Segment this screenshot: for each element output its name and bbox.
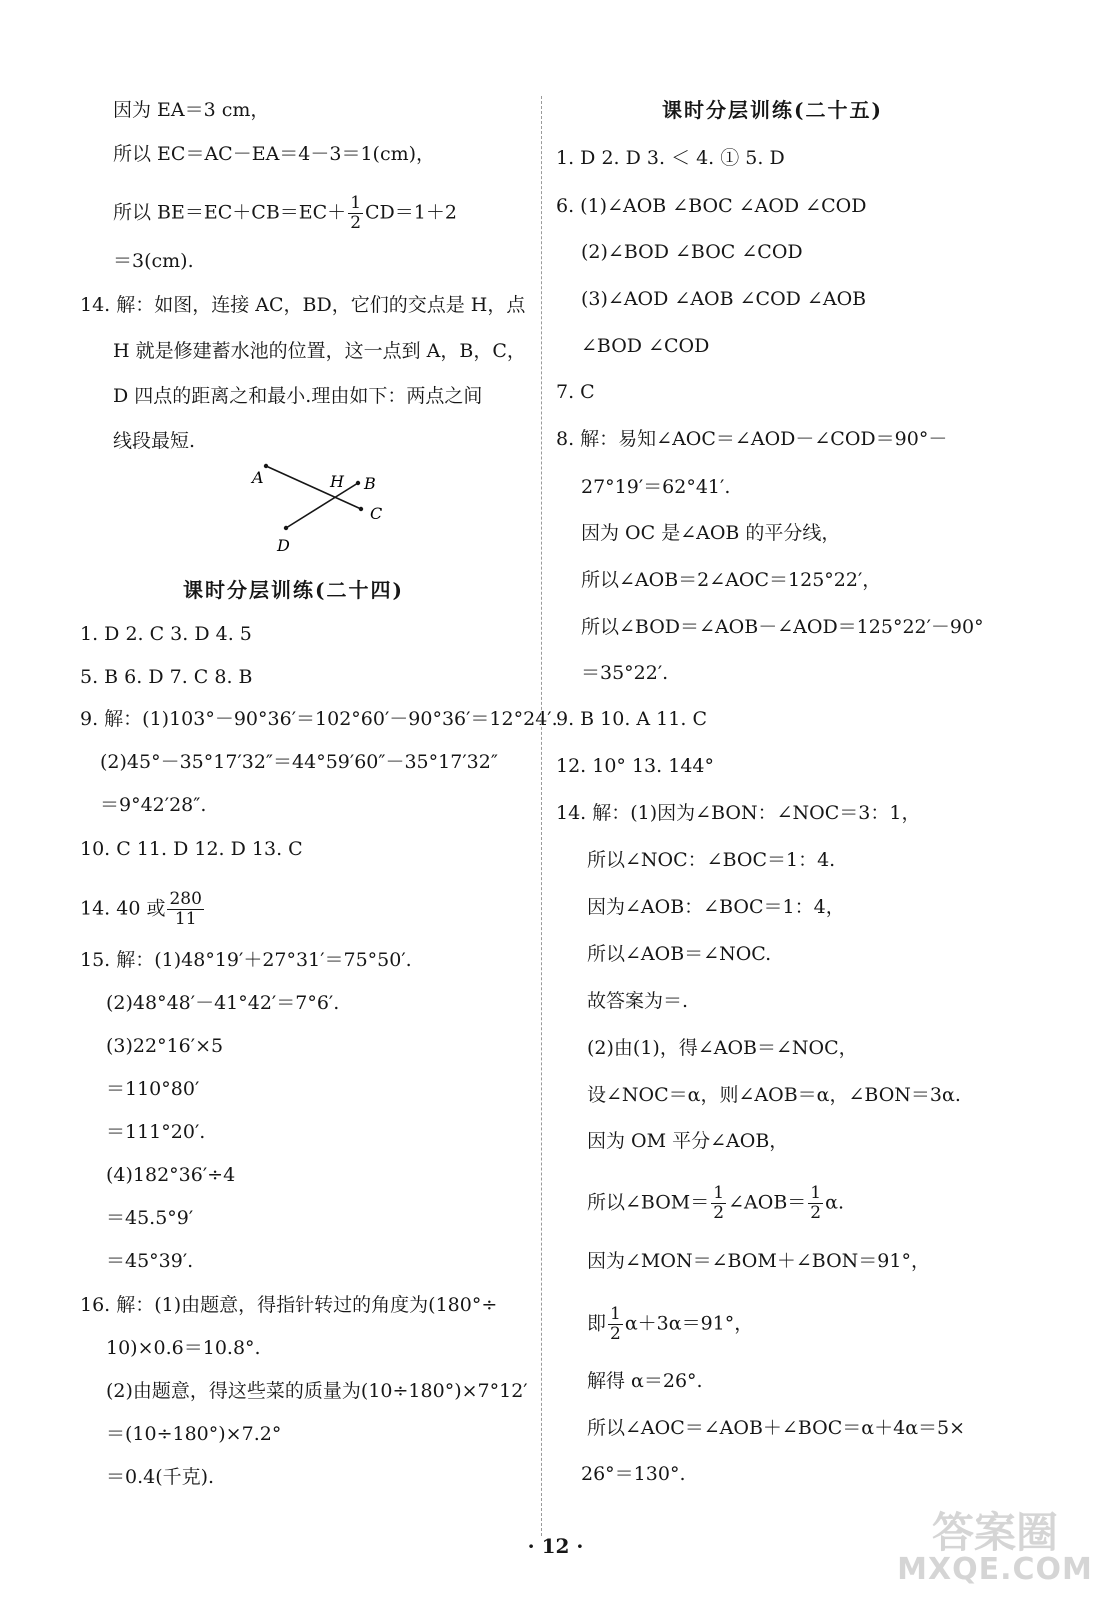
- fraction-denominator: 2: [610, 1324, 621, 1344]
- fraction: [808, 1184, 823, 1223]
- text-line: 所以∠NOC：∠BOC＝1：4.: [587, 849, 836, 871]
- text-line: [113, 194, 457, 233]
- section-title: 课时分层训练(二十五): [662, 98, 883, 122]
- text-line: ＝0.4(千克).: [106, 1466, 215, 1488]
- text-line: [587, 1305, 753, 1344]
- text-segment: ∠AOB＝: [728, 1191, 807, 1214]
- text-line: 14. 解：如图，连接 AC，BD，它们的交点是 H，点: [80, 294, 526, 316]
- text-line: [80, 890, 206, 929]
- text-line: 设∠NOC＝α，则∠AOB＝α，∠BON＝3α.: [587, 1084, 961, 1106]
- segment-bd: [286, 483, 358, 528]
- label-c: C: [370, 504, 383, 523]
- text-line: 因为∠MON＝∠BOM＋∠BON＝91°，: [587, 1250, 930, 1272]
- text-segment: α.: [825, 1191, 844, 1214]
- text-line: ∠BOD ∠COD: [581, 335, 710, 357]
- text-line: 8. 解：易知∠AOC＝∠AOD－∠COD＝90°－: [556, 428, 948, 450]
- text-line: (2)∠BOD ∠BOC ∠COD: [581, 241, 803, 263]
- point-a: [264, 464, 268, 468]
- text-line: 因为 EA＝3 cm，: [113, 99, 270, 121]
- text-segment: 即: [587, 1312, 607, 1335]
- text-line: ＝45°39′.: [106, 1250, 194, 1272]
- section-title: 课时分层训练(二十四): [183, 578, 404, 602]
- text-segment: 14. 40 或: [80, 897, 166, 920]
- label-d: D: [277, 536, 290, 555]
- text-line: 26°＝130°.: [581, 1463, 686, 1485]
- fraction-numerator: 1: [810, 1183, 822, 1203]
- fraction: [711, 1184, 726, 1223]
- text-line: ＝35°22′.: [581, 662, 669, 684]
- text-line: 15. 解：(1)48°19′＋27°31′＝75°50′.: [80, 949, 412, 971]
- text-line: ＝111°20′.: [106, 1121, 206, 1143]
- text-segment: α＋3α＝91°，: [624, 1312, 754, 1335]
- text-line: ＝9°42′28″.: [100, 794, 207, 816]
- text-line: 10)×0.6＝10.8°.: [106, 1337, 261, 1359]
- text-line: 5. B 6. D 7. C 8. B: [80, 666, 253, 688]
- text-line: 故答案为＝.: [587, 990, 689, 1012]
- text-line: 因为 OC 是∠AOB 的平分线，: [581, 522, 841, 544]
- label-h: H: [330, 472, 344, 491]
- text-line: 14. 解：(1)因为∠BON：∠NOC＝3：1，: [556, 802, 921, 824]
- text-line: 9. 解：(1)103°－90°36′＝102°60′－90°36′＝12°24′.: [80, 708, 558, 730]
- text-line: 所以∠BOD＝∠AOB－∠AOD＝125°22′－90°: [581, 616, 984, 638]
- fraction-denominator: 2: [810, 1203, 822, 1223]
- fraction-denominator: 11: [174, 909, 197, 929]
- text-line: 10. C 11. D 12. D 13. C: [80, 838, 303, 860]
- text-line: 6. (1)∠AOB ∠BOC ∠AOD ∠COD: [556, 195, 867, 217]
- text-line: ＝110°80′: [106, 1078, 200, 1100]
- text-line: ＝(10÷180°)×7.2°: [106, 1423, 282, 1445]
- fraction-denominator: 2: [350, 213, 362, 233]
- fraction-numerator: 1: [610, 1304, 621, 1324]
- text-line: (2)45°－35°17′32″＝44°59′60″－35°17′32″: [100, 751, 498, 773]
- text-line: 所以∠AOC＝∠AOB＋∠BOC＝α＋4α＝5×: [587, 1417, 966, 1439]
- intersecting-lines-diagram: [240, 455, 400, 555]
- text-line: (4)182°36′÷4: [106, 1164, 236, 1186]
- text-line: D 四点的距离之和最小.理由如下：两点之间: [113, 385, 483, 407]
- fraction-numerator: 280: [169, 889, 202, 909]
- text-line: [587, 1184, 844, 1223]
- watermark-text: MXQE.COM: [897, 1552, 1093, 1587]
- point-b: [356, 481, 360, 485]
- text-line: (3)∠AOD ∠AOB ∠COD ∠AOB: [581, 288, 867, 310]
- fraction-numerator: 1: [350, 193, 362, 213]
- text-segment: 所以∠BOM＝: [587, 1191, 710, 1214]
- text-segment: CD＝1＋2: [365, 201, 457, 224]
- text-line: (2)由题意，得这些菜的质量为(10÷180°)×7°12′: [106, 1380, 528, 1402]
- text-line: 因为 OM 平分∠AOB，: [587, 1130, 789, 1152]
- fraction: [348, 194, 363, 233]
- text-line: (2)48°48′－41°42′＝7°6′.: [106, 992, 340, 1014]
- text-line: 16. 解：(1)由题意，得指针转过的角度为(180°÷: [80, 1294, 498, 1316]
- text-line: (3)22°16′×5: [106, 1035, 224, 1057]
- text-line: 所以∠AOB＝∠NOC.: [587, 943, 772, 965]
- text-segment: 所以 BE＝EC＋CB＝EC＋: [113, 201, 347, 224]
- text-line: 线段最短.: [113, 430, 196, 452]
- label-a: A: [252, 468, 264, 487]
- point-c: [359, 507, 363, 511]
- label-b: B: [364, 474, 376, 493]
- text-line: H 就是修建蓄水池的位置，这一点到 A，B，C，: [113, 340, 526, 362]
- text-line: 因为∠AOB：∠BOC＝1：4，: [587, 896, 845, 918]
- watermark-logo: [895, 1500, 1095, 1595]
- fraction: [608, 1305, 623, 1344]
- text-line: 所以∠AOB＝2∠AOC＝125°22′，: [581, 569, 882, 591]
- segment-ac: [266, 466, 361, 509]
- fraction: [167, 890, 203, 929]
- text-line: 所以 EC＝AC－EA＝4－3＝1(cm)，: [113, 143, 436, 165]
- text-line: 12. 10° 13. 144°: [556, 755, 714, 777]
- text-line: ＝3(cm).: [113, 250, 194, 272]
- point-d: [284, 526, 288, 530]
- fraction-denominator: 2: [713, 1203, 725, 1223]
- text-line: 7. C: [556, 381, 595, 403]
- page-number: · 12 ·: [527, 1534, 584, 1558]
- fraction-numerator: 1: [713, 1183, 725, 1203]
- watermark-glyphs: 答案圈: [931, 1508, 1058, 1557]
- text-line: 1. D 2. D 3. ＜ 4. ① 5. D: [556, 147, 785, 169]
- text-line: ＝45.5°9′: [106, 1207, 194, 1229]
- text-line: 9. B 10. A 11. C: [556, 708, 707, 730]
- text-line: 解得 α＝26°.: [587, 1370, 703, 1392]
- text-line: 1. D 2. C 3. D 4. 5: [80, 623, 252, 645]
- text-line: (2)由(1)，得∠AOB＝∠NOC，: [587, 1037, 858, 1059]
- column-divider: [541, 96, 542, 1536]
- text-line: 27°19′＝62°41′.: [581, 476, 731, 498]
